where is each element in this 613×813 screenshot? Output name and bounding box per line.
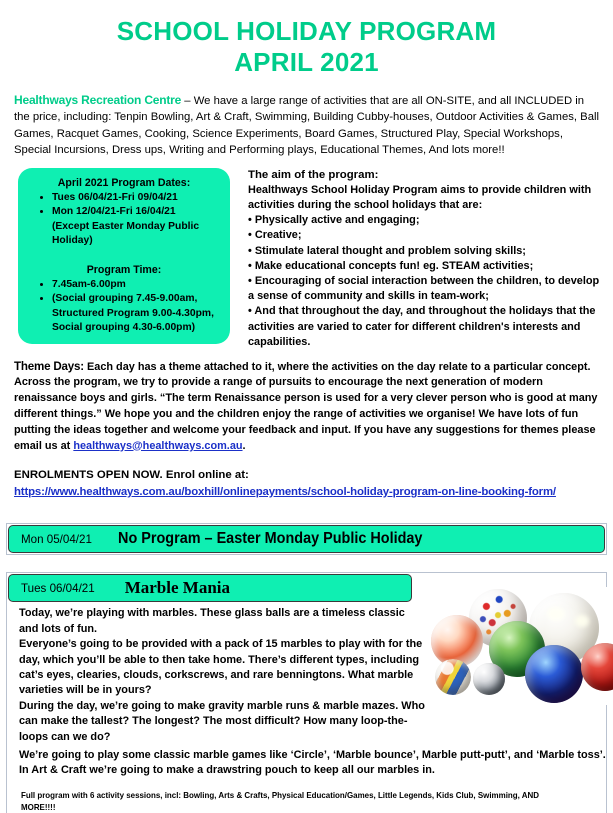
theme-days-body: Each day has a theme attached to it, where the activities on the day relate to a particular concept. Across the program, we try to provide a range of pursuits to encourage the next generation of modern renaissance boys and girls. “The term Renaissance person is used for a very clever person who is good at many different things.” We hope you and the children enjoy the range of activities we organise! We have lots of fun putting the ideas together and welcome your feedback and input. If you have any suggestions for themes please email us at bbox=[14, 360, 598, 452]
intro-body: – We have a large range of activities that are all ON-SITE, and all INCLUDED in the price, including: Tenpin Bowling, Art & Craft, Swimming, Building Cubby-houses, Outdoor Activities & Games, Ball Games, Racquet Games, Cooking, Science Experiments, Board Games, Structured Play, Special Workshops, Special Incursions, Dress ups, Writing and Performing plays, Educational Themes, And lots more!! bbox=[14, 95, 599, 157]
time-note-3: Social grouping 4.30-6.00pm) bbox=[52, 322, 196, 334]
day-body-tuesday-cont bbox=[7, 745, 611, 779]
enrolments-heading: ENROLMENTS OPEN NOW. Enrol online at: bbox=[14, 469, 249, 482]
enrolments-block bbox=[14, 467, 599, 500]
day-body-paragraph: We’re going to play some classic marble games like ‘Circle’, ‘Marble bounce’, Marble putt-putt’, and ‘Marble toss’. bbox=[19, 749, 606, 762]
times-list bbox=[24, 278, 224, 336]
marble-red bbox=[581, 643, 613, 691]
day-date-tuesday: Tues 06/04/21 bbox=[21, 581, 95, 595]
date-range-2: Mon 12/04/21-Fri 16/04/21 bbox=[52, 206, 176, 218]
time-note-1: (Social grouping 7.45-9.00am, bbox=[52, 293, 198, 305]
marble-striped-small bbox=[435, 659, 471, 695]
page-title bbox=[0, 0, 613, 78]
day-body-paragraph: Everyone’s going to be provided with a pack of 15 marbles to play with for the day, which you’ll be able to then take home. There’s different types, including cat’s eyes, clearies, clouds, corkscrews, and rare benningtons. What marble varieties will be in yours? bbox=[19, 638, 423, 697]
date-range-1: Tues 06/04/21-Fri 09/04/21 bbox=[52, 192, 178, 204]
day-body-tuesday bbox=[7, 603, 425, 745]
theme-days-paragraph bbox=[14, 359, 599, 455]
day-section-tuesday bbox=[6, 572, 607, 812]
day-section-monday bbox=[6, 523, 607, 555]
info-band bbox=[0, 168, 613, 353]
title-line-2: APRIL 2021 bbox=[234, 47, 379, 77]
day-frame-tuesday bbox=[6, 572, 607, 812]
dates-list bbox=[24, 191, 224, 249]
day-date-monday: Mon 05/04/21 bbox=[21, 532, 92, 546]
aim-bullet: • Creative; bbox=[248, 229, 302, 242]
day-title-tuesday: Marble Mania bbox=[124, 578, 230, 598]
list-item bbox=[52, 191, 224, 205]
theme-days-label: Theme Days: bbox=[14, 359, 84, 373]
list-item bbox=[52, 292, 224, 335]
marbles-photo bbox=[429, 587, 613, 705]
aim-bullet: • And that throughout the day, and throughout the holidays that the activities are varied to cater for different children's interests and capabilities. bbox=[248, 305, 596, 348]
aim-title: The aim of the program: bbox=[248, 168, 379, 181]
email-link[interactable]: healthways@healthways.com.au bbox=[73, 439, 243, 452]
aim-bullet: • Encouraging of social interaction between the children, to develop a sense of community and skills in team-work; bbox=[248, 275, 600, 303]
day-body-paragraph: Today, we’re playing with marbles. These glass balls are a timeless classic and lots of fun. bbox=[19, 607, 405, 635]
day-title-monday: No Program – Easter Monday Public Holiday bbox=[117, 530, 423, 548]
program-dates-box bbox=[18, 168, 230, 344]
intro-paragraph bbox=[14, 92, 599, 159]
time-heading: Program Time: bbox=[86, 263, 162, 276]
time-note-2: Structured Program 9.00-4.30pm, bbox=[52, 307, 214, 319]
footer-note: Full program with 6 activity sessions, incl: Bowling, Arts & Crafts, Physical Education/Games, Little Legends, Kids Club, Swimming, AND MORE!!!! bbox=[21, 789, 539, 812]
dates-heading: April 2021 Program Dates: bbox=[57, 176, 191, 189]
brand-name: Healthways Recreation Centre bbox=[14, 93, 182, 107]
day-frame-monday bbox=[6, 523, 607, 555]
booking-form-link[interactable]: https://www.healthways.com.au/boxhill/onlinepayments/school-holiday-program-on-line-booking-form/ bbox=[14, 485, 556, 498]
list-item bbox=[52, 278, 224, 292]
marble-silver bbox=[473, 663, 505, 695]
aim-intro: Healthways School Holiday Program aims to provide children with activities during the school holidays that are: bbox=[248, 183, 592, 212]
marble-blue-rainbow bbox=[525, 645, 583, 703]
day-body-paragraph: In Art & Craft we’re going to make a drawstring pouch to keep all our marbles in. bbox=[19, 764, 435, 777]
title-line-1: SCHOOL HOLIDAY PROGRAM bbox=[116, 16, 497, 46]
day-body-paragraph: During the day, we’re going to make gravity marble runs & marble mazes. Who can make the tallest? The longest? The most difficult? How many loop-the-loops can we do? bbox=[19, 699, 425, 743]
aim-bullet: • Physically active and engaging; bbox=[248, 214, 420, 227]
day-banner-monday bbox=[8, 525, 605, 553]
dates-note: (Except Easter Monday Public Holiday) bbox=[52, 220, 200, 247]
list-item bbox=[52, 205, 224, 248]
time-range: 7.45am-6.00pm bbox=[52, 279, 126, 291]
aim-column bbox=[248, 168, 600, 350]
aim-bullet: • Make educational concepts fun! eg. STEAM activities; bbox=[248, 259, 534, 272]
day-banner-tuesday bbox=[8, 574, 412, 602]
theme-days-body-end: . bbox=[242, 439, 246, 452]
aim-bullet: • Stimulate lateral thought and problem solving skills; bbox=[248, 244, 526, 257]
